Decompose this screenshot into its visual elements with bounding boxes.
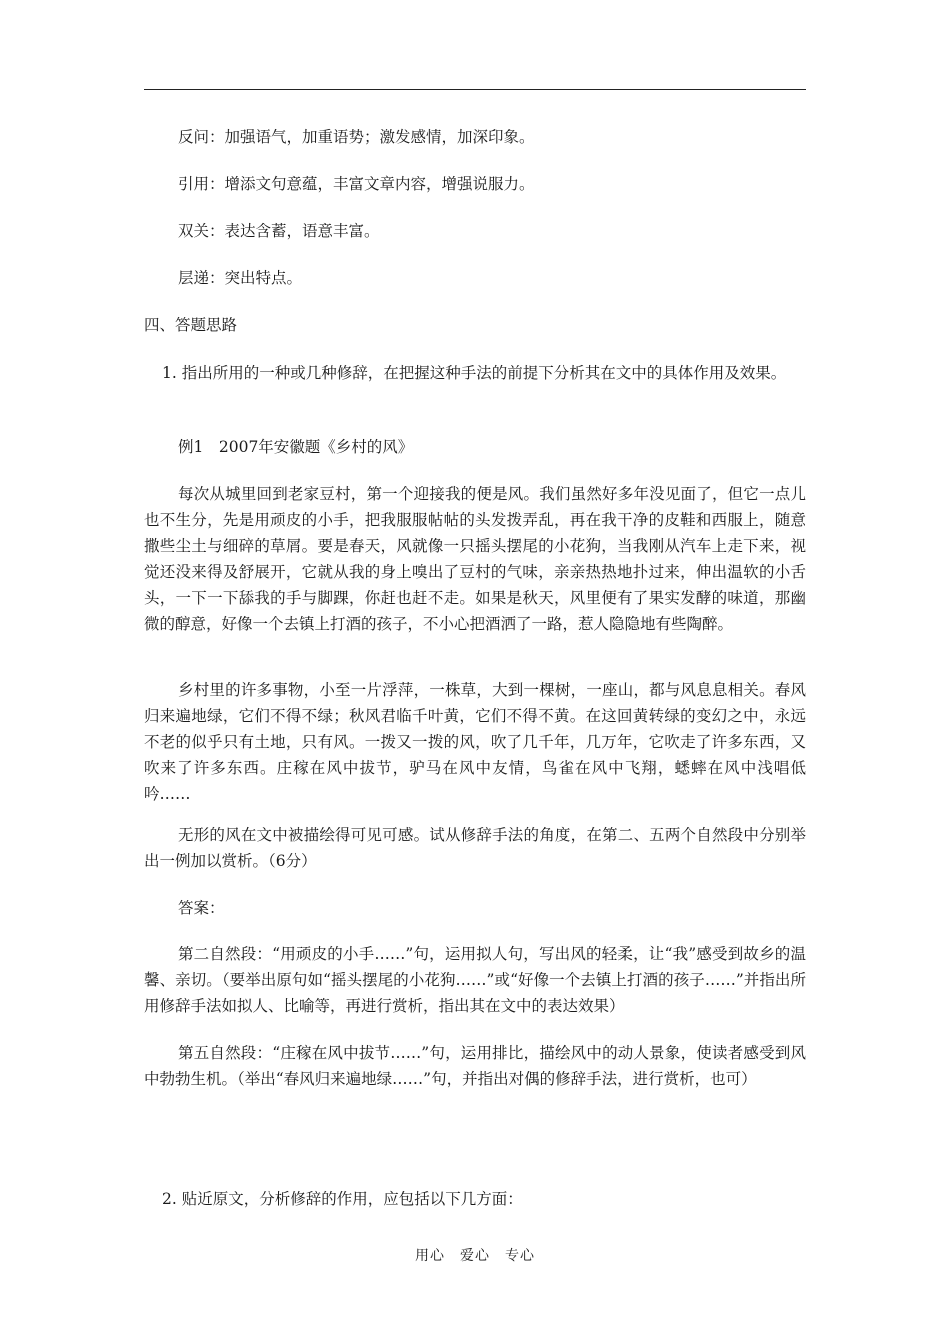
point-2: 2. 贴近原文，分析修辞的作用，应包括以下几方面： [162, 1190, 523, 1208]
line-cengdi: 层递：突出特点。 [178, 269, 303, 287]
line-yinyong: 引用：增添文句意蕴，丰富文章内容，增强说服力。 [178, 175, 535, 193]
answer-label: 答案： [178, 899, 225, 917]
passage-paragraph-2: 乡村里的许多事物，小至一片浮萍，一株草，大到一棵树，一座山，都与风息息相关。春风归来遍地绿，它们不得不绿；秋风君临千叶黄，它们不得不黄。在这回黄转绿的变幻之中，永远不老的似乎只有土地，只有风。一拨又一拨的风，吹了几千年，几万年，它吹走了许多东西，又吹来了许多东西。庄稼在风中拔节，驴马在风中友情，鸟雀在风中飞翔，蟋蟀在风中浅唱低吟…… [144, 681, 806, 803]
section-heading-4: 四、答题思路 [144, 316, 238, 334]
question-text: 无形的风在文中被描绘得可见可感。试从修辞手法的角度，在第二、五两个自然段中分别举出一例加以赏析。（6分） [144, 826, 806, 870]
line-shuangguan: 双关：表达含蓄，语意丰富。 [178, 222, 380, 240]
answer-paragraph-5: 第五自然段：“庄稼在风中拔节……”句，运用排比，描绘风中的动人景象，使读者感受到风中勃勃生机。（举出“春风归来遍地绿……”句，并指出对偶的修辞手法，进行赏析，也可） [144, 1044, 806, 1088]
header-rule [144, 89, 806, 90]
page-footer: 用心 爱心 专心 [415, 1248, 535, 1264]
line-fanwen: 反问：加强语气，加重语势；激发感情，加深印象。 [178, 128, 535, 146]
point-1: 1. 指出所用的一种或几种修辞，在把握这种手法的前提下分析其在文中的具体作用及效果。 [162, 364, 787, 382]
passage-paragraph-1: 每次从城里回到老家豆村，第一个迎接我的便是风。我们虽然好多年没见面了，但它一点儿也不生分，先是用顽皮的小手，把我服服帖帖的头发拨弄乱，再在我干净的皮鞋和西服上，随意撒些尘土与细碎的草屑。要是春天，风就像一只摇头摆尾的小花狗，当我刚从汽车上走下来，视觉还没来得及舒展开，它就从我的身上嗅出了豆村的气味，亲亲热热地扑过来，伸出温软的小舌头，一下一下舔我的手与脚踝，你赶也赶不走。如果是秋天，风里便有了果实发酵的味道，那幽微的醇意，好像一个去镇上打酒的孩子，不小心把酒洒了一路，惹人隐隐地有些陶醉。 [144, 485, 806, 633]
answer-paragraph-2: 第二自然段：“用顽皮的小手……”句，运用拟人句，写出风的轻柔，让“我”感受到故乡的温馨、亲切。（要举出原句如“摇头摆尾的小花狗……”或“好像一个去镇上打酒的孩子……”并指出所用修辞手法如拟人、比喻等，再进行赏析，指出其在文中的表达效果） [144, 945, 806, 1015]
example-1-title: 例1 2007年安徽题《乡村的风》 [178, 438, 414, 456]
